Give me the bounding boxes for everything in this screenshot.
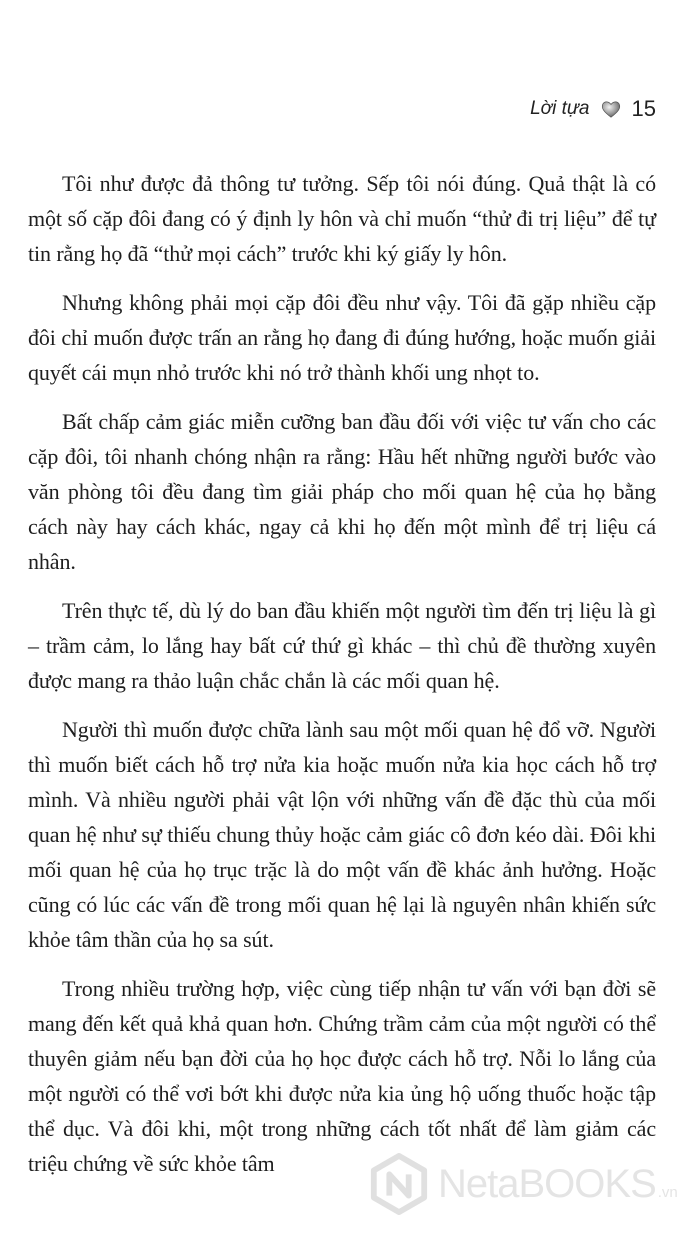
paragraph: Trên thực tế, dù lý do ban đầu khiến một người tìm đến trị liệu là gì – trầm cảm, lo lắng hay bất cứ thứ gì khác – thì chủ đề thường xuyên được mang ra thảo luận chắc chắn là các mối quan hệ. [28, 598, 656, 693]
section-title: Lời tựa [530, 98, 590, 119]
paragraph: Bất chấp cảm giác miễn cưỡng ban đầu đối với việc tư vấn cho các cặp đôi, tôi nhanh chóng nhận ra rằng: Hầu hết những người bước vào văn phòng tôi đều đang tìm giải pháp cho mối quan hệ của họ bằng cách này hay cách khác, ngay cả khi họ đến một mình để trị liệu cá nhân. [28, 409, 656, 574]
paragraph: Tôi như được đả thông tư tưởng. Sếp tôi nói đúng. Quả thật là có một số cặp đôi đang có ý định ly hôn và chỉ muốn “thử đi trị liệu” để tự tin rằng họ đã “thử mọi cách” trước khi ký giấy ly hôn. [28, 171, 656, 266]
paragraph: Nhưng không phải mọi cặp đôi đều như vậy. Tôi đã gặp nhiều cặp đôi chỉ muốn được trấn an rằng họ đang đi đúng hướng, hoặc muốn giải quyết cái mụn nhỏ trước khi nó trở thành khối ung nhọt to. [28, 290, 656, 385]
heart-icon [600, 99, 622, 119]
watermark-suffix: .vn [657, 1184, 678, 1201]
page-number: 15 [631, 96, 656, 121]
body-text [28, 166, 656, 1195]
netabooks-logo-icon [368, 1153, 430, 1215]
paragraph: Trong nhiều trường hợp, việc cùng tiếp nhận tư vấn với bạn đời sẽ mang đến kết quả khả quan hơn. Chứng trầm cảm của một người có thể thuyên giảm nếu bạn đời của họ học được cách hỗ trợ. Nỗi lo lắng của một người có thể vơi bớt khi được nửa kia ủng hộ uống thuốc hoặc tập thể dục. Và đôi khi, một trong những cách tốt nhất để làm giảm các triệu chứng về sức khỏe tâm [28, 976, 656, 1176]
watermark-brand: NetaBOOKS [438, 1161, 656, 1206]
page-header [530, 96, 656, 122]
netabooks-watermark [368, 1147, 688, 1221]
paragraph: Người thì muốn được chữa lành sau một mối quan hệ đổ vỡ. Người thì muốn biết cách hỗ trợ nửa kia hoặc muốn nửa kia học cách hỗ trợ mình. Và nhiều người phải vật lộn với những vấn đề đặc thù của mối quan hệ như sự thiếu chung thủy hoặc cảm giác cô đơn kéo dài. Đôi khi mối quan hệ của họ trục trặc là do một vấn đề khác ảnh hưởng. Hoặc cũng có lúc các vấn đề trong mối quan hệ lại là nguyên nhân khiến sức khỏe tâm thần của họ sa sút. [28, 717, 656, 952]
